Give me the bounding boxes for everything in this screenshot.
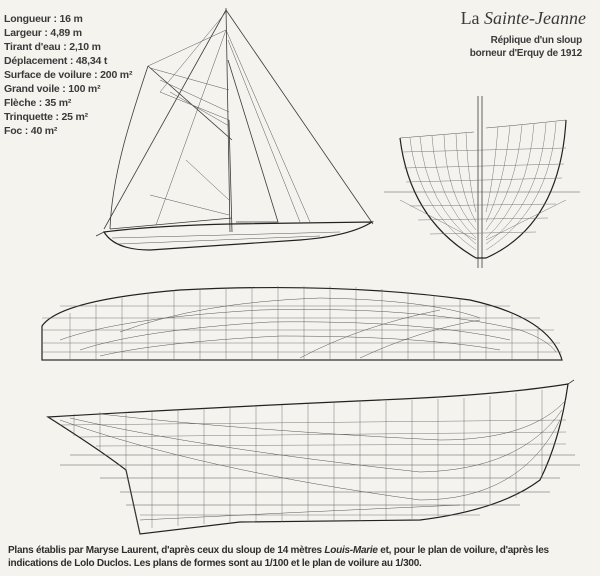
- spec-length: Longueur : 16 m: [4, 13, 83, 25]
- spec-mainsail: Grand voile : 100 m²: [4, 83, 101, 95]
- caption: [8, 544, 594, 570]
- caption-text-start: Plans établis par Maryse Laurent, d'après ceux du sloup de 14 mètres: [8, 545, 325, 556]
- spec-displacement: Déplacement : 48,34 t: [4, 55, 108, 67]
- spec-jib: Foc : 40 m²: [4, 125, 58, 137]
- spec-draft: Tirant d'eau : 2,10 m: [4, 41, 101, 53]
- boat-name: Sainte-Jeanne: [484, 8, 586, 28]
- caption-text-end: et, pour le plan de voilure, d'après les indications de Lolo Duclos. Les plans de formes sont au 1/100 et le plan de voilure au 1/300.: [8, 545, 549, 569]
- spec-sail-area: Surface de voilure : 200 m²: [4, 69, 133, 81]
- spec-beam: Largeur : 4,89 m: [4, 27, 82, 39]
- title-prefix: La: [460, 8, 480, 28]
- caption-boat-name: Louis-Marie: [324, 545, 378, 556]
- spec-staysail: Trinquette : 25 m²: [4, 111, 88, 123]
- subtitle: Réplique d'un sloup borneur d'Erquy de 1912: [469, 35, 582, 59]
- spec-topsail: Flèche : 35 m²: [4, 97, 72, 109]
